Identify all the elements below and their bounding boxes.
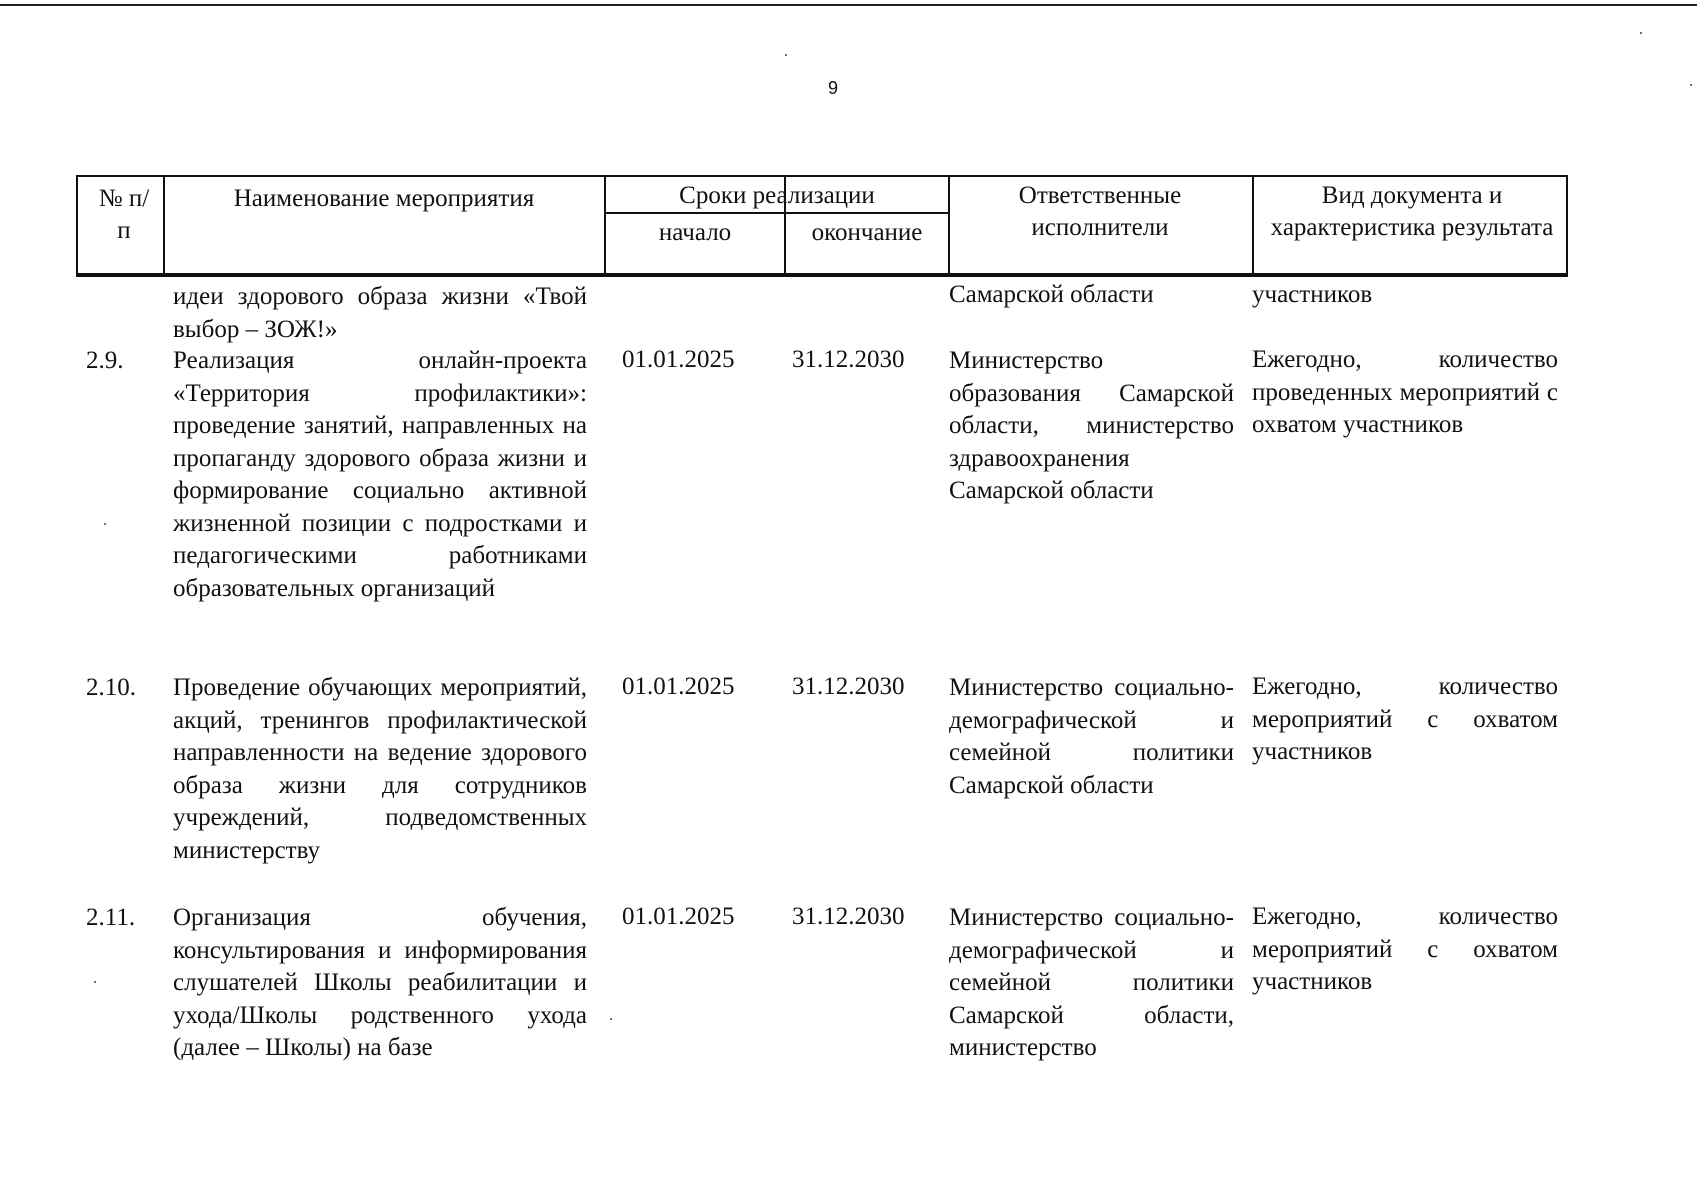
row-start-date: 01.01.2025 (622, 346, 735, 373)
header-terms: Сроки реализации (679, 182, 875, 209)
scan-speck (610, 1018, 612, 1020)
row-document: Ежегодно, количество мероприятий с охватом участников (1252, 903, 1558, 995)
row-name: Организация обучения, консультирования и информирования слушателей Школы реабилитации и ухода/Школы родственного ухода (далее – Школы) на базе (173, 904, 587, 1061)
row-responsible: Министерство социально-демографической и семейной политики Самарской области (949, 674, 1234, 799)
header-document: Вид документа и характеристика результата (1270, 182, 1554, 241)
header-num: № п/п (98, 185, 150, 244)
row-start-date: 01.01.2025 (622, 673, 735, 700)
row-number: 2.11. (86, 904, 136, 931)
row-number: 2.10. (86, 674, 136, 701)
scan-speck (1690, 84, 1692, 86)
continuation-document: участников (1252, 281, 1373, 308)
header-name: Наименование мероприятия (233, 185, 535, 212)
table-header (76, 175, 1568, 275)
header-start: начало (658, 219, 732, 246)
row-end-date: 31.12.2030 (792, 673, 905, 700)
row-end-date: 31.12.2030 (792, 346, 905, 373)
header-end: окончание (811, 219, 923, 246)
scan-speck (785, 54, 787, 56)
header-bottom-rule (76, 275, 1568, 277)
row-responsible: Министерство социально-демографической и семейной политики Самарской области, министерство (949, 904, 1234, 1061)
row-name: Проведение обучающих мероприятий, акций, тренингов профилактической направленности на ведение здорового образа жизни для сотрудников учреждений, подведомственных министерству (173, 674, 587, 864)
scan-speck (1640, 32, 1642, 34)
row-document: Ежегодно, количество проведенных мероприятий с охватом участников (1252, 346, 1558, 438)
row-responsible: Министерство образования Самарской области, министерство здравоохранения Самарской области (949, 347, 1234, 504)
header-responsible: Ответственные исполнители (1018, 182, 1182, 241)
row-number: 2.9. (86, 347, 124, 374)
page-number: 9 (827, 78, 838, 98)
row-end-date: 31.12.2030 (792, 903, 905, 930)
top-border-line (0, 4, 1697, 6)
row-start-date: 01.01.2025 (622, 903, 735, 930)
continuation-responsible: Самарской области (949, 281, 1154, 308)
scan-speck (94, 981, 96, 983)
scan-speck (104, 523, 106, 525)
row-document: Ежегодно, количество мероприятий с охватом участников (1252, 673, 1558, 765)
row-name: Реализация онлайн-проекта «Территория профилактики»: проведение занятий, направленных на пропаганду здорового образа жизни и формирование социально активной жизненной позиции с подростками и педагогическими работниками образовательных организаций (173, 347, 587, 602)
continuation-name: идеи здорового образа жизни «Твой выбор – ЗОЖ!» (173, 283, 587, 343)
